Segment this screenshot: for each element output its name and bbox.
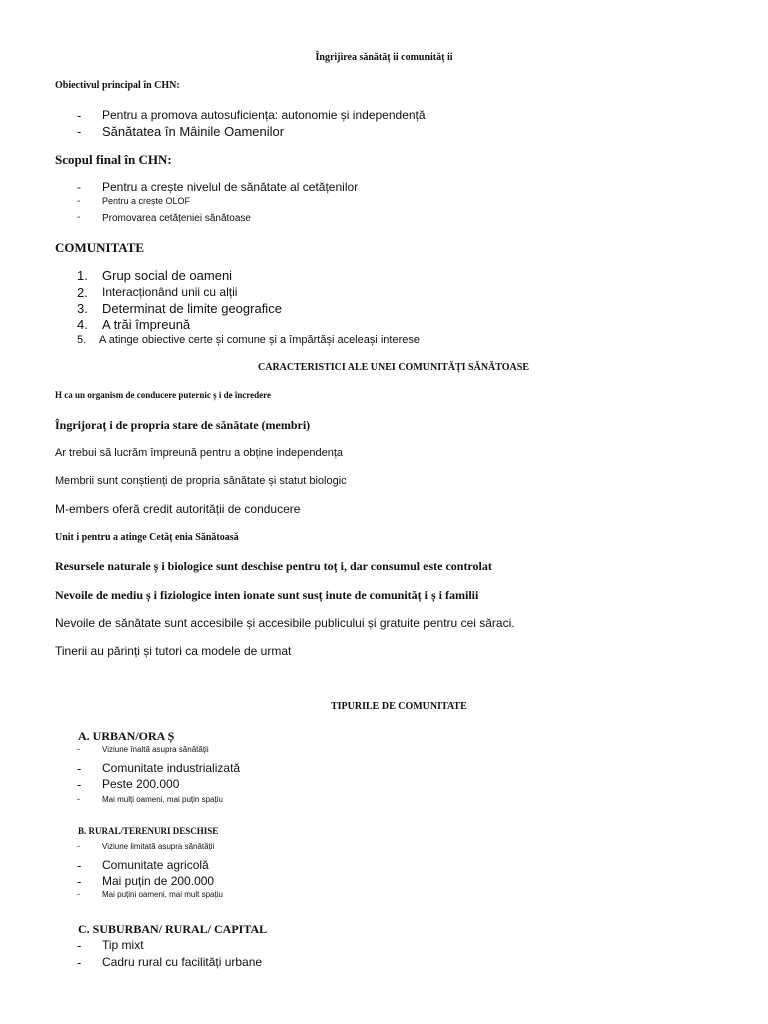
list-item: Mai puțini oameni, mai mult spațiu bbox=[102, 890, 223, 899]
list-item: Sănătatea în Mâinile Oamenilor bbox=[102, 124, 285, 139]
list-number: 2. bbox=[77, 285, 88, 300]
list-item: Pentru a promova autosuficiența: autonomie și independență bbox=[102, 108, 426, 122]
bullet-dash: - bbox=[77, 124, 82, 139]
list-item: Pentru a crește nivelul de sănătate al cetățenilor bbox=[102, 180, 359, 194]
characteristic-item: Nevoile de sănătate sunt accesibile și accesibile publicului și gratuite pentru cei săraci. bbox=[55, 616, 515, 630]
characteristic-item: Membrii sunt conștienți de propria sănătate și statut biologic bbox=[55, 475, 347, 487]
bullet-dash: - bbox=[77, 841, 80, 851]
bullet-dash: - bbox=[77, 889, 80, 899]
bullet-dash: - bbox=[77, 874, 82, 889]
bullet-dash: - bbox=[77, 212, 81, 223]
list-item: Peste 200.000 bbox=[102, 777, 180, 791]
bullet-dash: - bbox=[77, 858, 82, 873]
list-item: Cadru rural cu facilități urbane bbox=[102, 955, 263, 969]
characteristic-item: Ar trebui să lucrăm împreună pentru a obține independența bbox=[55, 447, 344, 459]
bullet-dash: - bbox=[77, 955, 82, 970]
list-item: Mai mulți oameni, mai puțin spațiu bbox=[102, 795, 223, 804]
type-b-heading: B. RURAL/TERENURI DESCHISE bbox=[78, 826, 219, 836]
list-item: A atinge obiective certe și comune și a împărtăși aceleași interese bbox=[99, 334, 420, 346]
list-number: 3. bbox=[77, 301, 88, 316]
types-heading: TIPURILE DE COMUNITATE bbox=[331, 701, 467, 712]
characteristic-item: Tinerii au părinți și tutori ca modele de urmat bbox=[55, 644, 292, 658]
list-item: Interacționând unii cu alții bbox=[102, 285, 238, 299]
list-number: 1. bbox=[77, 268, 88, 283]
bullet-dash: - bbox=[77, 761, 82, 776]
characteristic-item: M-embers oferă credit autorității de conducere bbox=[55, 502, 301, 516]
characteristic-item: Unit i pentru a atinge Cetăț enia Sănătoasă bbox=[55, 532, 239, 543]
goal-heading: Scopul final în CHN: bbox=[55, 152, 172, 167]
list-item: Grup social de oameni bbox=[102, 268, 233, 283]
bullet-dash: - bbox=[77, 794, 80, 804]
list-item: Pentru a crește OLOF bbox=[102, 196, 191, 206]
bullet-dash: - bbox=[77, 108, 82, 123]
community-heading: COMUNITATE bbox=[55, 240, 145, 255]
bullet-dash: - bbox=[77, 180, 81, 194]
characteristic-item: Nevoile de mediu ș i fiziologice inten ionate sunt susț inute de comunităț i ș i familii bbox=[55, 588, 479, 602]
list-item: Tip mixt bbox=[102, 938, 144, 952]
characteristics-heading: CARACTERISTICI ALE UNEI COMUNITĂȚI SĂNĂTOASE bbox=[258, 362, 529, 373]
characteristic-item: H ca un organism de conducere puternic ș i de încredere bbox=[55, 390, 271, 400]
characteristic-item: Resursele naturale ș i biologice sunt deschise pentru toț i, dar consumul este controlat bbox=[55, 559, 492, 573]
characteristic-item: Îngrijoraț i de propria stare de sănătate (membri) bbox=[55, 418, 311, 432]
list-item: Promovarea cetățeniei sănătoase bbox=[102, 213, 251, 224]
list-item: Viziune limitată asupra sănătății bbox=[102, 842, 215, 851]
bullet-dash: - bbox=[77, 777, 82, 792]
bullet-dash: - bbox=[77, 196, 81, 207]
bullet-dash: - bbox=[77, 744, 80, 754]
objective-heading: Obiectivul principal în CHN: bbox=[55, 80, 180, 91]
type-c-heading: C. SUBURBAN/ RURAL/ CAPITAL bbox=[78, 922, 268, 936]
list-number: 4. bbox=[77, 317, 88, 332]
list-item: Comunitate industrializată bbox=[102, 761, 241, 775]
bullet-dash: - bbox=[77, 938, 82, 953]
list-item: Viziune înaltă asupra sănătății bbox=[102, 745, 209, 754]
list-item: Determinat de limite geografice bbox=[102, 301, 282, 316]
list-item: A trăi împreună bbox=[102, 317, 191, 332]
document-title: Îngrijirea sănătăț ii comunităț ii bbox=[315, 52, 453, 63]
type-a-heading: A. URBAN/ORA Ș bbox=[78, 729, 175, 743]
list-item: Mai puțin de 200.000 bbox=[102, 874, 215, 888]
list-item: Comunitate agricolă bbox=[102, 858, 209, 872]
list-number: 5. bbox=[77, 334, 87, 346]
